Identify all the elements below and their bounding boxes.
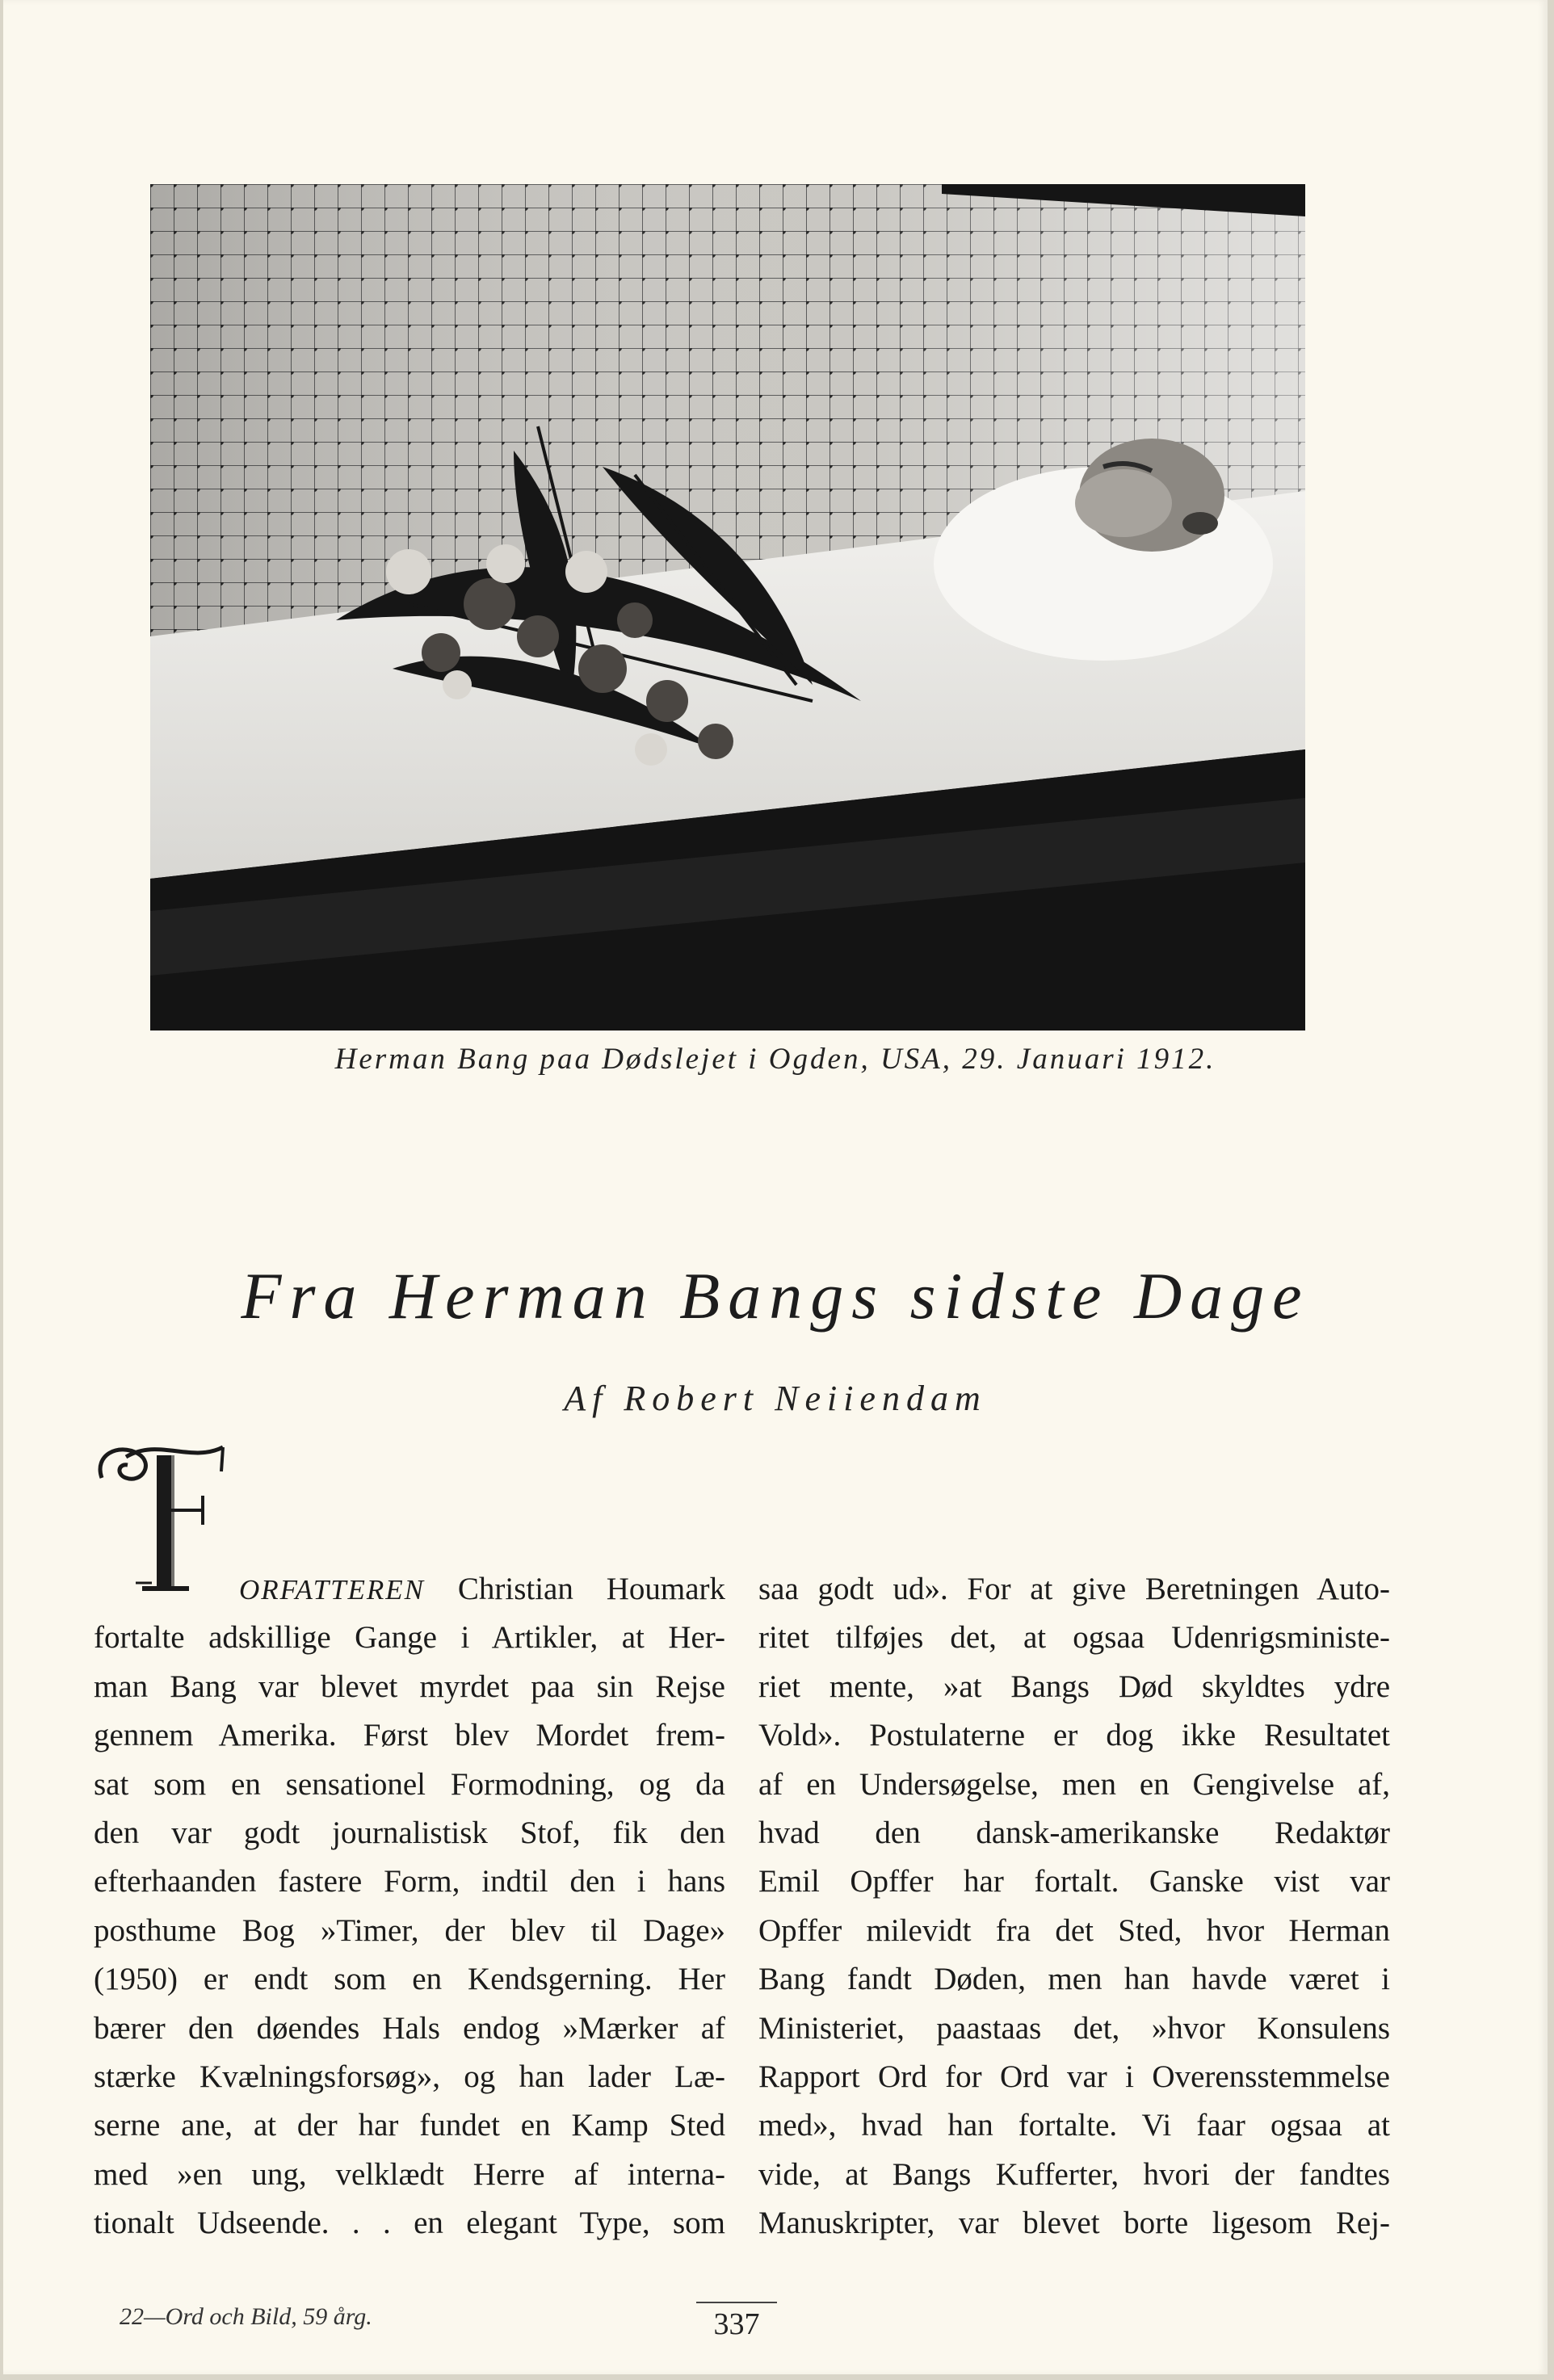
text-line bbox=[94, 1565, 725, 1614]
text-line: fortalte adskillige Gange i Artikler, at Her- bbox=[94, 1620, 725, 1656]
text-line: med», hvad han fortalte. Vi faar ogsaa at bbox=[758, 2108, 1390, 2143]
signature-mark: 22—Ord och Bild, 59 årg. bbox=[120, 2303, 372, 2330]
text-line: saa godt ud». For at give Beretningen Auto- bbox=[758, 1572, 1390, 1606]
text-line: Manuskripter, var blevet borte ligesom Rej- bbox=[758, 2206, 1390, 2241]
text-line: bærer den døendes Hals endog »Mærker af bbox=[94, 2010, 725, 2046]
photo-caption: Herman Bang paa Dødslejet i Ogden, USA, 29. Januari 1912. bbox=[334, 1043, 1216, 1076]
text-line: af en Undersøgelse, men en Gengivelse af, bbox=[758, 1766, 1390, 1802]
text-line: Bang fandt Døden, men han havde været i bbox=[758, 1962, 1390, 1997]
text-line: tionalt Udseende. . . en elegant Type, som bbox=[94, 2206, 725, 2241]
text-line-lead: ORFATTEREN bbox=[239, 1574, 426, 1606]
text-line: Rapport Ord for Ord var i Overensstemmelse bbox=[758, 2059, 1390, 2094]
text-line: ritet tilføjes det, at ogsaa Udenrigsministe- bbox=[758, 1620, 1390, 1656]
text-line: (1950) er endt som en Kendsgerning. Her bbox=[94, 1962, 725, 1997]
text-line: efterhaanden fastere Form, indtil den i hans bbox=[94, 1864, 725, 1899]
text-line: Emil Opffer har fortalt. Ganske vist var bbox=[758, 1864, 1390, 1899]
text-line: sat som en sensationel Formodning, og da bbox=[94, 1766, 725, 1802]
text-line: Opffer milevidt fra det Sted, hvor Herman bbox=[758, 1912, 1390, 1948]
deathbed-photograph bbox=[150, 184, 1305, 1030]
page-number: 337 bbox=[696, 2302, 777, 2342]
magazine-page bbox=[3, 0, 1548, 2374]
text-line: hvad den dansk-amerikanske Redaktør bbox=[758, 1815, 1390, 1850]
article-body-right-column bbox=[758, 1565, 1390, 2248]
text-line-rest: Christian Houmark bbox=[457, 1572, 725, 1606]
article-author: Af Robert Neiiendam bbox=[564, 1379, 987, 1418]
text-line: serne ane, at der har fundet en Kamp Sted bbox=[94, 2108, 725, 2143]
text-line: riet mente, »at Bangs Død skyldtes ydre bbox=[758, 1669, 1390, 1704]
text-line: gennem Amerika. Først blev Mordet frem- bbox=[94, 1718, 725, 1753]
text-line: med »en ung, velklædt Herre af interna- bbox=[94, 2156, 725, 2192]
text-line: vide, at Bangs Kufferter, hvori der fandtes bbox=[758, 2156, 1390, 2192]
text-line: Ministeriet, paastaas det, »hvor Konsulens bbox=[758, 2010, 1390, 2046]
article-title: Fra Herman Bangs sidste Dage bbox=[241, 1259, 1310, 1333]
article-body-left-column bbox=[94, 1565, 725, 2248]
text-line: den var godt journalistisk Stof, fik den bbox=[94, 1815, 725, 1850]
text-line: posthume Bog »Timer, der blev til Dage» bbox=[94, 1912, 725, 1948]
text-line: man Bang var blevet myrdet paa sin Rejse bbox=[94, 1669, 725, 1704]
text-line: Vold». Postulaterne er dog ikke Resultatet bbox=[758, 1718, 1390, 1753]
text-line: stærke Kvælningsforsøg», og han lader Læ- bbox=[94, 2059, 725, 2094]
